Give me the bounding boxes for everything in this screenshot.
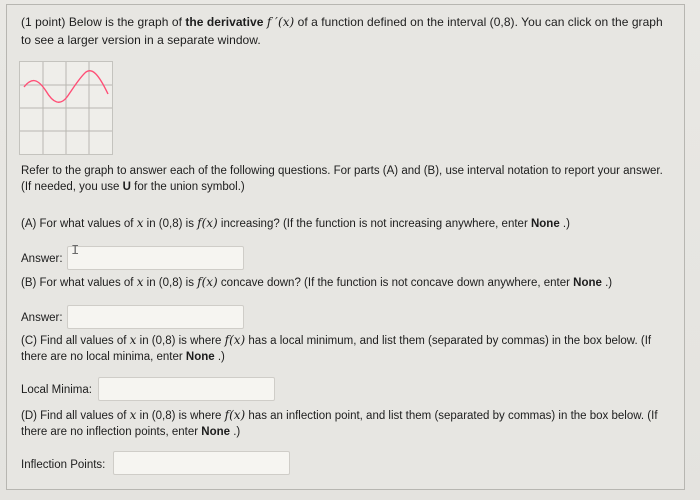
question-c-end: .) bbox=[214, 351, 225, 363]
question-a bbox=[21, 215, 671, 232]
text-cursor-icon: I bbox=[71, 243, 80, 259]
question-b bbox=[21, 274, 671, 291]
question-d-end: .) bbox=[230, 426, 241, 438]
question-a-none: None bbox=[530, 218, 560, 230]
question-c-function: f(x) bbox=[224, 333, 246, 347]
question-a-end: .) bbox=[559, 218, 570, 230]
answer-a-label: Answer: bbox=[21, 253, 63, 265]
question-d-mid: in (0,8) is where bbox=[136, 410, 225, 422]
instructions-paragraph bbox=[21, 163, 673, 195]
question-a-function: f(x) bbox=[197, 216, 218, 230]
inflection-points-input[interactable] bbox=[113, 451, 290, 475]
question-c-mid: in (0,8) is where bbox=[136, 335, 225, 347]
question-b-none: None bbox=[573, 277, 602, 289]
question-b-mid: in (0,8) is bbox=[143, 277, 198, 289]
question-c-suffix: has a local minimum, and list them (separated by commas) in the box below. (If there are no local minima, enter bbox=[21, 335, 652, 363]
question-b-end: .) bbox=[601, 277, 613, 289]
union-symbol-text: U bbox=[122, 181, 131, 193]
question-a-mid: in (0,8) is bbox=[143, 218, 198, 230]
question-d-prefix: (D) Find all values of bbox=[21, 410, 130, 422]
graph-svg bbox=[20, 62, 112, 154]
answer-a-input[interactable] bbox=[67, 246, 244, 270]
question-b-prefix: (B) For what values of bbox=[21, 277, 137, 289]
question-c bbox=[21, 332, 671, 365]
header-text-2: of a function defined on the interval (0,8). You can click on the graph to see a larger version in a separate window. bbox=[21, 15, 663, 47]
question-a-suffix: increasing? (If the function is not increasing anywhere, enter bbox=[217, 218, 531, 230]
question-d-function: f(x) bbox=[224, 408, 246, 422]
answer-b-input[interactable] bbox=[67, 305, 244, 329]
instructions-text: Refer to the graph to answer each of the following questions. For parts (A) and (B), use interval notation to report your answer. (If needed, you use bbox=[21, 165, 663, 193]
question-a-variable: x bbox=[136, 216, 144, 230]
question-b-suffix: concave down? (If the function is not concave down anywhere, enter bbox=[217, 277, 574, 289]
question-d-suffix: has an inflection point, and list them (separated by commas) in the box below. (If there are no inflection points, enter bbox=[21, 410, 658, 438]
problem-header bbox=[21, 13, 669, 49]
problem-panel bbox=[6, 4, 685, 490]
question-d-none: None bbox=[201, 426, 231, 438]
question-c-prefix: (C) Find all values of bbox=[21, 335, 130, 347]
local-minima-label: Local Minima: bbox=[21, 384, 92, 396]
local-minima-input[interactable] bbox=[98, 377, 275, 401]
header-text-1: (1 point) Below is the graph of bbox=[21, 15, 186, 29]
derivative-graph-thumbnail[interactable] bbox=[19, 61, 113, 155]
question-d bbox=[21, 407, 671, 440]
question-c-variable: x bbox=[129, 333, 137, 347]
question-c-none: None bbox=[185, 351, 215, 363]
derivative-expression: f ′(x) bbox=[266, 15, 295, 29]
header-bold-text: the derivative bbox=[185, 15, 264, 29]
answer-b-label: Answer: bbox=[21, 312, 63, 324]
question-d-variable: x bbox=[129, 408, 137, 422]
question-b-function: f(x) bbox=[197, 275, 218, 289]
question-a-prefix: (A) For what values of bbox=[21, 218, 137, 230]
instructions-end-text: for the union symbol.) bbox=[130, 181, 245, 193]
inflection-points-label: Inflection Points: bbox=[21, 459, 106, 471]
question-b-variable: x bbox=[136, 275, 144, 289]
